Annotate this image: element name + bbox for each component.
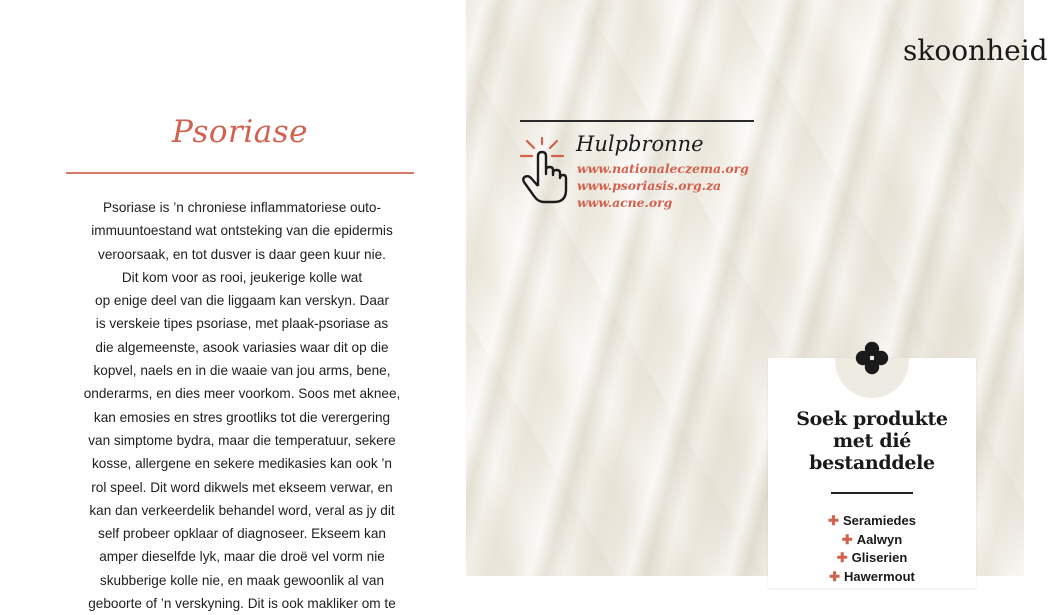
- resources-links: [577, 160, 749, 211]
- resource-link[interactable]: www.psoriasis.org.za: [577, 178, 722, 193]
- right-page: [466, 0, 1048, 584]
- body-line: veroorsaak, en tot dusver is daar geen kuur nie.: [98, 246, 386, 262]
- ingredient-item: [768, 512, 976, 531]
- ingredient-item: [768, 531, 976, 550]
- ingredient-label: Hawermout: [844, 568, 915, 584]
- body-line: geboorte of ’n verskyning. Dit is ook makliker om te: [88, 596, 396, 612]
- section-title: Psoriase: [171, 114, 309, 150]
- ingredient-label: Aalwyn: [856, 531, 903, 547]
- card-divider: [831, 492, 913, 494]
- body-line: op enige deel van die liggaam kan verskyn. Daar: [95, 293, 389, 309]
- body-line: kopvel, naels en in die waaie van jou arms, bene,: [93, 363, 391, 379]
- body-line: Psoriase is ’n chroniese inflammatoriese outo-: [102, 200, 382, 215]
- body-line: is verskeie tipes psoriase, met plaak-psoriase as: [95, 316, 389, 332]
- resources-divider: [520, 120, 754, 122]
- body-line: immuuntoestand wat ontsteking van die epidermis: [91, 223, 393, 239]
- masthead: skoonheid: [903, 34, 1048, 67]
- card-title-line: Soek produkte: [796, 408, 948, 430]
- quatrefoil-icon: [852, 338, 892, 378]
- ingredient-label: Seramiedes: [842, 513, 916, 528]
- resource-link[interactable]: www.nationaleczema.org: [577, 161, 749, 176]
- plus-icon: ✚: [828, 513, 839, 528]
- body-line: die algemeenste, asook variasies waar dit op die: [95, 339, 389, 355]
- title-divider: [66, 172, 414, 174]
- card-title-line: bestanddele: [809, 452, 935, 474]
- ingredients-card: [768, 358, 976, 588]
- card-title-line: met dié: [832, 430, 912, 452]
- body-line: rol speel. Dit word dikwels met ekseem verwar, en: [91, 479, 393, 495]
- ingredient-list: [768, 512, 976, 586]
- body-line: kan emosies en stres grootliks tot die verergering: [93, 409, 391, 425]
- ingredient-item: [768, 549, 976, 568]
- ingredient-label: Gliserien: [851, 550, 908, 565]
- left-page: [0, 0, 466, 612]
- body-line: self probeer opklaar of diagnoseer. Ekseem kan: [98, 526, 386, 542]
- body-text: [62, 196, 422, 615]
- card-title: [768, 408, 976, 474]
- resources-title: Hulpbronne: [576, 132, 704, 156]
- plus-icon: ✚: [841, 531, 853, 547]
- plus-icon: ✚: [836, 550, 848, 565]
- resource-link[interactable]: www.acne.org: [577, 195, 673, 210]
- ingredient-item: [768, 568, 976, 587]
- body-line: kan dan verkeerdelik behandel word, veral as jy dit: [89, 502, 395, 518]
- body-line: Dit kom voor as rooi, jeukerige kolle wat: [121, 269, 363, 285]
- body-line: kosse, allergene en sekere medikasies kan ook ’n: [92, 456, 392, 472]
- hand-pointer-icon: [518, 140, 568, 204]
- plus-icon: ✚: [829, 568, 841, 584]
- body-line: amper dieselfde lyk, maar die droë vel vorm nie: [99, 549, 385, 565]
- body-line: onderarms, en dies meer voorkom. Soos met aknee,: [83, 386, 401, 402]
- body-line: van simptome bydra, maar die temperatuur, sekere: [88, 432, 396, 448]
- body-line: skubberige kolle nie, en maak gewoonlik al van: [99, 572, 385, 588]
